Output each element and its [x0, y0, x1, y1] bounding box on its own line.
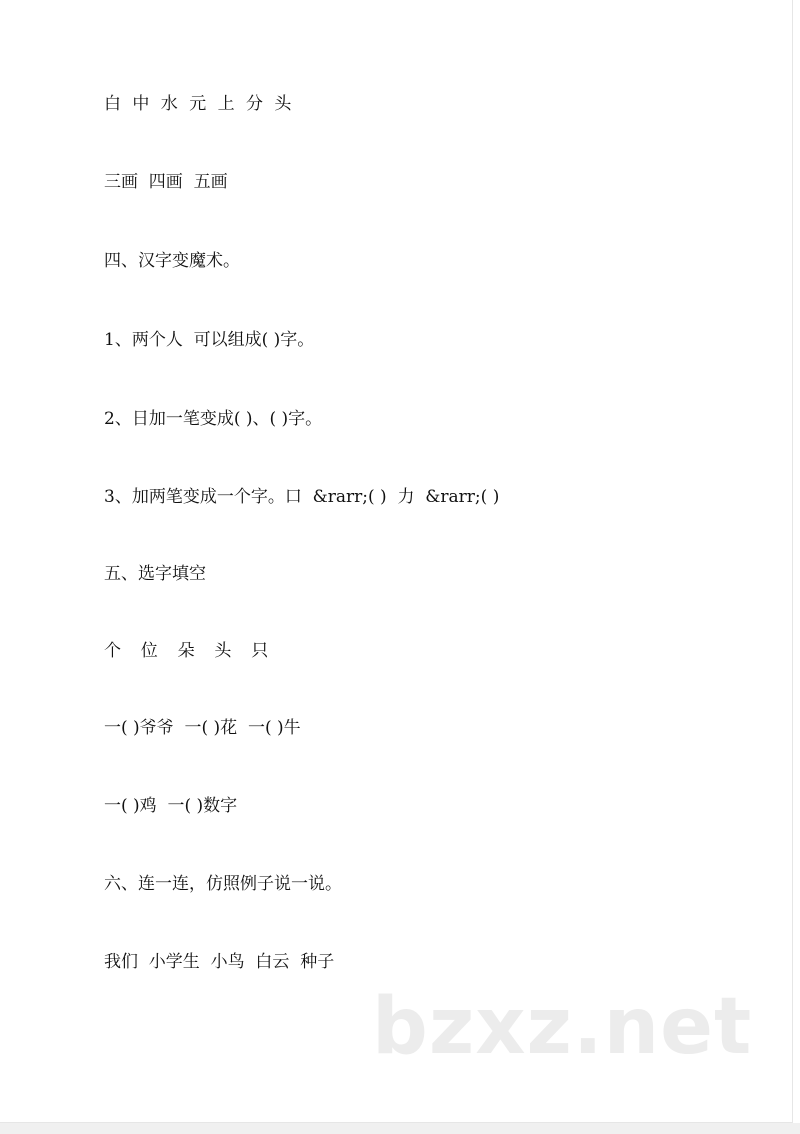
watermark-logo: bzxz.net — [372, 982, 753, 1072]
fill-blank-row-2: 一( )鸡 一( )数字 — [104, 796, 238, 816]
section-heading-6: 六、连一连，仿照例子说一说。 — [104, 874, 342, 894]
section-heading-4: 四、汉字变魔术。 — [104, 251, 240, 271]
matching-word-list: 我们 小学生 小鸟 白云 种子 — [104, 952, 335, 972]
measure-word-options: 个 位 朵 头 只 — [104, 641, 272, 661]
question-3: 3、加两笔变成一个字。口 &rarr;( ) 力 &rarr;( ) — [104, 487, 500, 507]
question-1: 1、两个人 可以组成( )字。 — [104, 330, 315, 350]
fill-blank-row-1: 一( )爷爷 一( )花 一( )牛 — [104, 718, 301, 738]
stroke-count-categories: 三画 四画 五画 — [104, 172, 228, 192]
section-heading-5: 五、选字填空 — [104, 564, 206, 584]
page-bottom-edge — [0, 1123, 800, 1134]
question-2: 2、日加一笔变成( )、( )字。 — [104, 409, 323, 429]
character-list: 白 中 水 元 上 分 头 — [104, 94, 295, 114]
